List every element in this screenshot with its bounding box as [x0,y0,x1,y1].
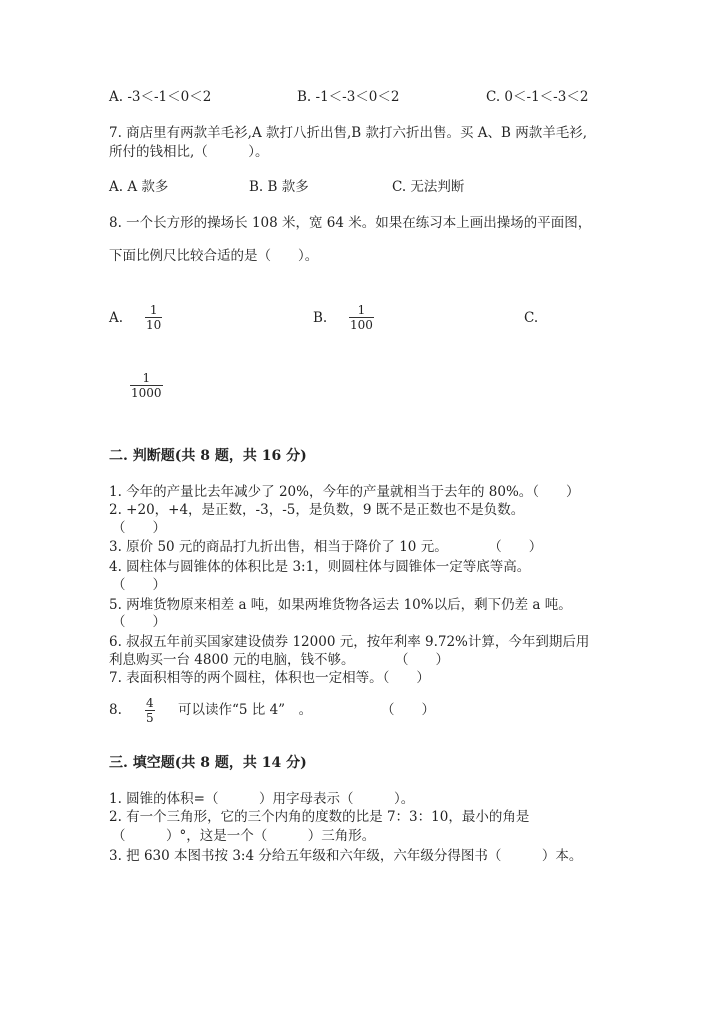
numerator: 1 [149,303,158,317]
q8-text-line-2: 下面比例尺比较合适的是（ ）。 [109,248,319,264]
denominator: 5 [146,711,154,725]
q8-option-b-fraction [349,303,374,332]
q7-option-b: B. B 款多 [249,179,309,195]
q8-text-line-1: 8. 一个长方形的操场长 108 米，宽 64 米。如果在练习本上画出操场的平面图， [109,215,592,231]
denominator: 1000 [131,386,162,400]
judge-line: 6. 叔叔五年前买国家建设债券 12000 元，按年利率 9.72%计算，今年到期后用 [109,634,590,650]
q6-option-a: A. -3＜-1＜0＜2 [109,89,212,105]
q8-option-a-label: A. [109,310,124,326]
fill-line: 3. 把 630 本图书按 3:4 分给五年级和六年级，六年级分得图书（ ）本。 [109,848,583,864]
q7-option-a: A. A 款多 [109,179,169,195]
numerator: 1 [142,371,151,385]
section-3-heading: 三. 填空题(共 8 题，共 14 分) [109,755,307,771]
judge-line: 1. 今年的产量比去年减少了 20%，今年的产量就相当于去年的 80%。（ ） [109,484,580,500]
judge-answer-blank: （ ） [112,614,166,630]
fill-line: （ ）°，这是一个（ ）三角形。 [112,828,376,844]
q6-option-c: C. 0＜-1＜-3＜2 [486,89,589,105]
judge-line: 5. 两堆货物原来相差 a 吨，如果两堆货物各运去 10%以后，剩下仍差 a 吨。 [109,597,572,613]
q7-option-c: C. 无法判断 [392,179,465,195]
judge-answer-blank: （ ） [112,520,166,536]
q8-option-c-label: C. [524,310,539,326]
judge-q8-fraction [145,696,155,725]
q7-text-line-2: 所付的钱相比,（ ）。 [109,144,269,160]
q8-option-a-fraction [145,303,162,332]
judge-line: 3. 原价 50 元的商品打九折出售，相当于降价了 10 元。 （ ） [109,539,543,555]
judge-q8-prefix: 8. [109,702,122,718]
judge-line: 2. +20，+4，是正数，-3，-5，是负数，9 既不是正数也不是负数。 [109,502,525,518]
judge-q8-blank: （ ） [381,702,435,718]
numerator: 4 [146,696,154,710]
q8-option-b-label: B. [313,310,328,326]
q7-text-line-1: 7. 商店里有两款羊毛衫,A 款打八折出售,B 款打六折出售。买 A、B 两款羊毛衫, [109,125,588,141]
q8-option-c-fraction [130,371,163,400]
judge-line: 利息购买一台 4800 元的电脑，钱不够。 （ ） [109,652,449,668]
fill-line: 1. 圆锥的体积=（ ）用字母表示（ ）。 [109,791,415,807]
section-2-heading: 二. 判断题(共 8 题，共 16 分) [109,448,307,464]
denominator: 100 [350,318,373,332]
numerator: 1 [357,303,366,317]
judge-line: 4. 圆柱体与圆锥体的体积比是 3:1，则圆柱体与圆锥体一定等底等高。 [109,559,531,575]
judge-line: 7. 表面积相等的两个圆柱，体积也一定相等。（ ） [109,670,430,686]
judge-q8-text: 可以读作“5 比 4” 。 [178,702,313,718]
judge-answer-blank: （ ） [112,577,166,593]
q6-option-b: B. -1＜-3＜0＜2 [297,89,400,105]
fill-line: 2. 有一个三角形，它的三个内角的度数的比是 7：3：10，最小的角是 [109,809,530,825]
denominator: 10 [146,318,162,332]
